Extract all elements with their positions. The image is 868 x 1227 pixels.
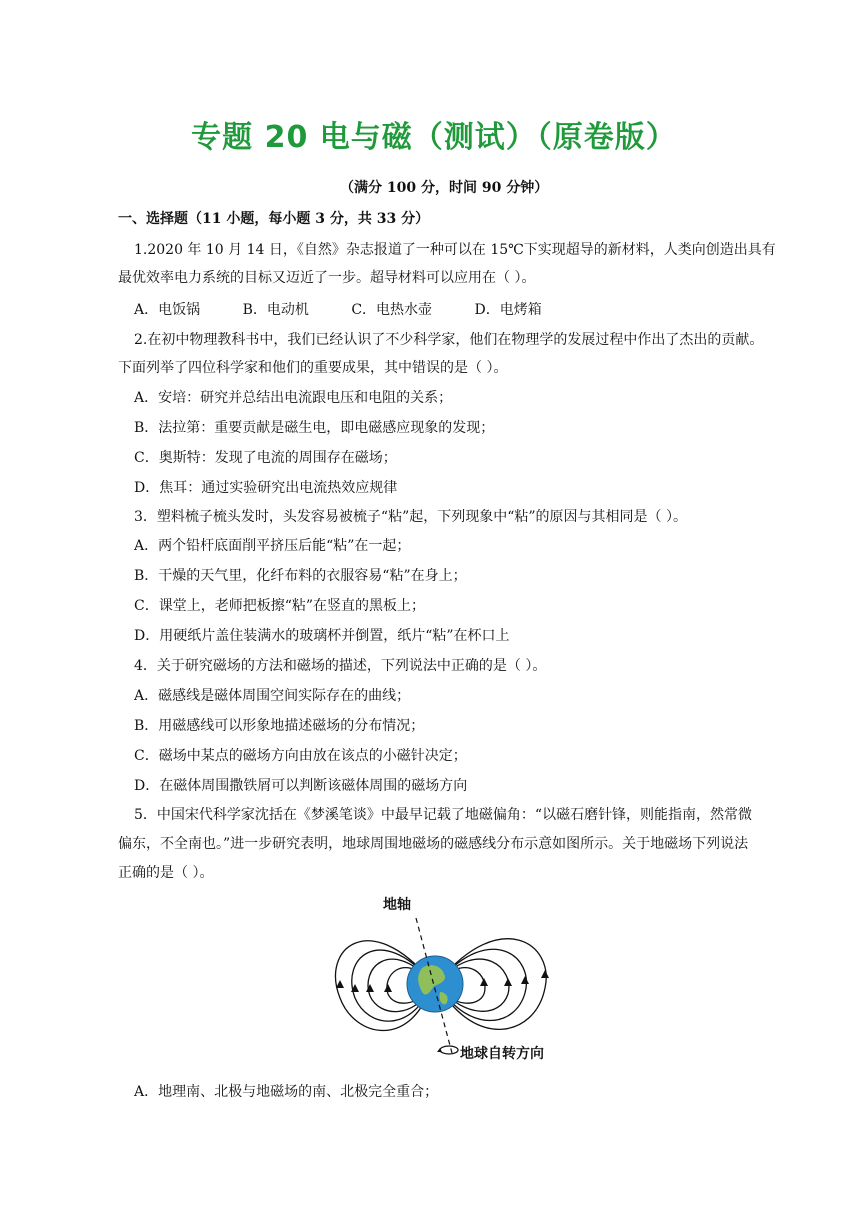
q2-option-d: D．焦耳：通过实验研究出电流热效应规律 <box>134 480 398 496</box>
q3-option-b: B．干燥的天气里，化纤布料的衣服容易“粘”在身上； <box>134 568 467 584</box>
q1-line-2: 最优效率电力系统的目标又迈近了一步。超导材料可以应用在（ ）。 <box>118 270 536 286</box>
q4-option-b: B．用磁感线可以形象地描述磁场的分布情况； <box>134 718 425 734</box>
axis-label: 地轴 <box>383 897 411 913</box>
q2-line-2: 下面列举了四位科学家和他们的重要成果，其中错误的是（ ）。 <box>118 360 508 376</box>
q3-option-c: C．课堂上，老师把板擦“粘”在竖直的黑板上； <box>134 598 426 614</box>
q3-line-1: 3．塑料梳子梳头发时，头发容易被梳子“粘”起，下列现象中“粘”的原因与其相同是（ ）。 <box>134 509 687 525</box>
earth-magnetic-field-figure <box>330 888 580 1073</box>
q4-option-a: A．磁感线是磁体周围空间实际存在的曲线； <box>134 688 411 704</box>
q1-option-c: C．电热水壶 <box>351 302 433 318</box>
q1-option-b: B．电动机 <box>242 302 309 318</box>
q2-option-b: B．法拉第：重要贡献是磁生电，即电磁感应现象的发现； <box>134 420 495 436</box>
q2-option-a: A．安培：研究并总结出电流跟电压和电阻的关系； <box>134 390 453 406</box>
q3-option-a: A．两个铅杆底面削平挤压后能“粘”在一起； <box>134 538 411 554</box>
page-subtitle: （满分 100 分，时间 90 分钟） <box>340 180 549 196</box>
q4-option-c: C．磁场中某点的磁场方向由放在该点的小磁针决定； <box>134 748 467 764</box>
rotation-arrow-icon <box>440 1046 458 1054</box>
q2-line-1: 2.在初中物理教科书中，我们已经认识了不少科学家，他们在物理学的发展过程中作出了杰出的贡献。 <box>134 332 764 348</box>
q5-line-2: 偏东，不全南也。”进一步研究表明，地球周围地磁场的磁感线分布示意如图所示。关于地磁场下列说法 <box>118 836 749 852</box>
page-title: 专题 20 电与磁（测试）（原卷版） <box>191 120 677 155</box>
section-heading: 一、选择题（11 小题，每小题 3 分，共 33 分） <box>118 211 430 227</box>
q1-option-d: D．电烤箱 <box>474 302 542 318</box>
q1-option-a: A．电饭锅 <box>134 302 201 318</box>
q2-option-c: C．奥斯特：发现了电流的周围存在磁场； <box>134 450 397 466</box>
q5-line-1: 5．中国宋代科学家沈括在《梦溪笔谈》中最早记载了地磁偏角：“以磁石磨针锋，则能指南，然常微 <box>134 807 753 823</box>
rotation-label: 地球自转方向 <box>460 1046 544 1062</box>
q4-option-d: D．在磁体周围撒铁屑可以判断该磁体周围的磁场方向 <box>134 778 468 794</box>
q3-option-d: D．用硬纸片盖住装满水的玻璃杯并倒置，纸片“粘”在杯口上 <box>134 628 510 644</box>
q1-line-1: 1.2020 年 10 月 14 日，《自然》杂志报道了一种可以在 15℃下实现超导的新材料，人类向创造出具有 <box>134 242 776 258</box>
q5-option-a: A．地理南、北极与地磁场的南、北极完全重合； <box>134 1084 439 1100</box>
q5-line-3: 正确的是（ ）。 <box>118 865 214 881</box>
q1-options <box>134 299 580 319</box>
q4-line-1: 4．关于研究磁场的方法和磁场的描述，下列说法中正确的是（ ）。 <box>134 658 547 674</box>
